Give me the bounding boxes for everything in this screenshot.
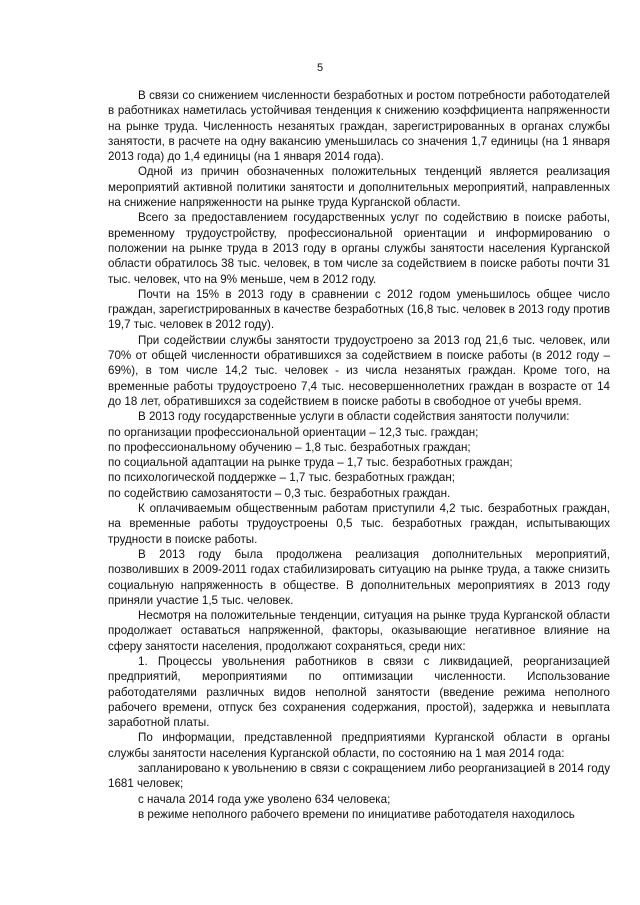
page-number: 5 xyxy=(316,62,324,74)
paragraph: запланировано к увольнению в связи с сокращением либо реорганизацией в 2014 году 1681 человек; xyxy=(108,762,610,791)
paragraph: К оплачиваемым общественным работам приступили 4,2 тыс. безработных граждан, на временные работы трудоустроены 0,5 тыс. безработных граждан, испытывающих трудности в поиске работы. xyxy=(108,502,610,546)
list-item: по содействию самозанятости – 0,3 тыс. безработных граждан. xyxy=(108,486,451,500)
paragraph: При содействии службы занятости трудоустроено за 2013 год 21,6 тыс. человек, или 70% от общей численности обратившихся за содействием в поиске работы (в 2012 году – 69%), в том числе 14,2 тыс. человек - из числа незанятых граждан. Кроме того, на временные работы трудоустроено 7,4 тыс. несовершеннолетних граждан в возрасте от 14 до 18 лет, обратившихся за содействием в поиске работы в свободное от учебы время. xyxy=(108,333,610,408)
paragraph: По информации, представленной предприятиями Курганской области в органы службы занятости населения Курганской области, по состоянию на 1 мая 2014 года: xyxy=(108,731,610,760)
paragraph: Несмотря на положительные тенденции, ситуация на рынке труда Курганской области продолжает оставаться напряженной, факторы, оказывающие негативное влияние на сферу занятости населения, продолжают сохраняться, среди них: xyxy=(108,609,610,653)
list-item: по психологической поддержке – 1,7 тыс. безработных граждан; xyxy=(108,471,455,485)
paragraph: в режиме неполного рабочего времени по инициативе работодателя находилось xyxy=(138,807,575,821)
paragraph: Всего за предоставлением государственных услуг по содействию в поиске работы, временному трудоустройству, профессиональной ориентации и информированию о положении на рынке труда в 2013 году в органы службы занятости населения Курганской области обратилось 38 тыс. человек, в том числе за содействием в поиске работы почти 31 тыс. человек, что на 9% меньше, чем в 2012 году. xyxy=(108,211,610,286)
paragraph: В связи со снижением численности безработных и ростом потребности работодателей в работниках наметилась устойчивая тенденция к снижению коэффициента напряженности на рынке труда. Численность незанятых граждан, зарегистрированных в органах службы занятости, в расчете на одну вакансию уменьшилась со значения 1,7 единицы (на 1 января 2013 года) до 1,4 единицы (на 1 января 2014 года). xyxy=(108,89,610,164)
paragraph: Почти на 15% в 2013 году в сравнении с 2012 годом уменьшилось общее число граждан, зарегистрированных в качестве безработных (16,8 тыс. человек в 2013 году против 19,7 тыс. человек в 2012 году). xyxy=(108,287,610,332)
list-item: по организации профессиональной ориентации – 12,3 тыс. граждан; xyxy=(108,425,479,439)
paragraph: 1. Процессы увольнения работников в связи с ликвидацией, реорганизацией предприятий, мероприятиями по оптимизации численности. Использование работодателями различных видов неполной занятости (введение режима неполного рабочего времени, отпуск без сохранения содержания, простой), задержка и невыплата заработной платы. xyxy=(108,654,610,730)
list-item: по социальной адаптации на рынке труда – 1,7 тыс. безработных граждан; xyxy=(108,456,513,470)
paragraph: В 2013 году государственные услуги в области содействия занятости получили: xyxy=(138,410,570,424)
paragraph: В 2013 году была продолжена реализация дополнительных мероприятий, позволивших в 2009-2011 годах стабилизировать ситуацию на рынке труда, а также снизить социальную напряженность в обществе. В дополнительных мероприятиях в 2013 году приняли участие 1,5 тыс. человек. xyxy=(108,547,610,607)
paragraph: Одной из причин обозначенных положительных тенденций является реализация мероприятий активной политики занятости и дополнительных мероприятий, направленных на снижение напряженности на рынке труда Курганской области. xyxy=(108,165,610,210)
paragraph: с начала 2014 года уже уволено 634 человека; xyxy=(138,792,391,806)
list-item: по профессиональному обучению – 1,8 тыс. безработных граждан; xyxy=(108,440,471,454)
document-body xyxy=(108,88,610,822)
